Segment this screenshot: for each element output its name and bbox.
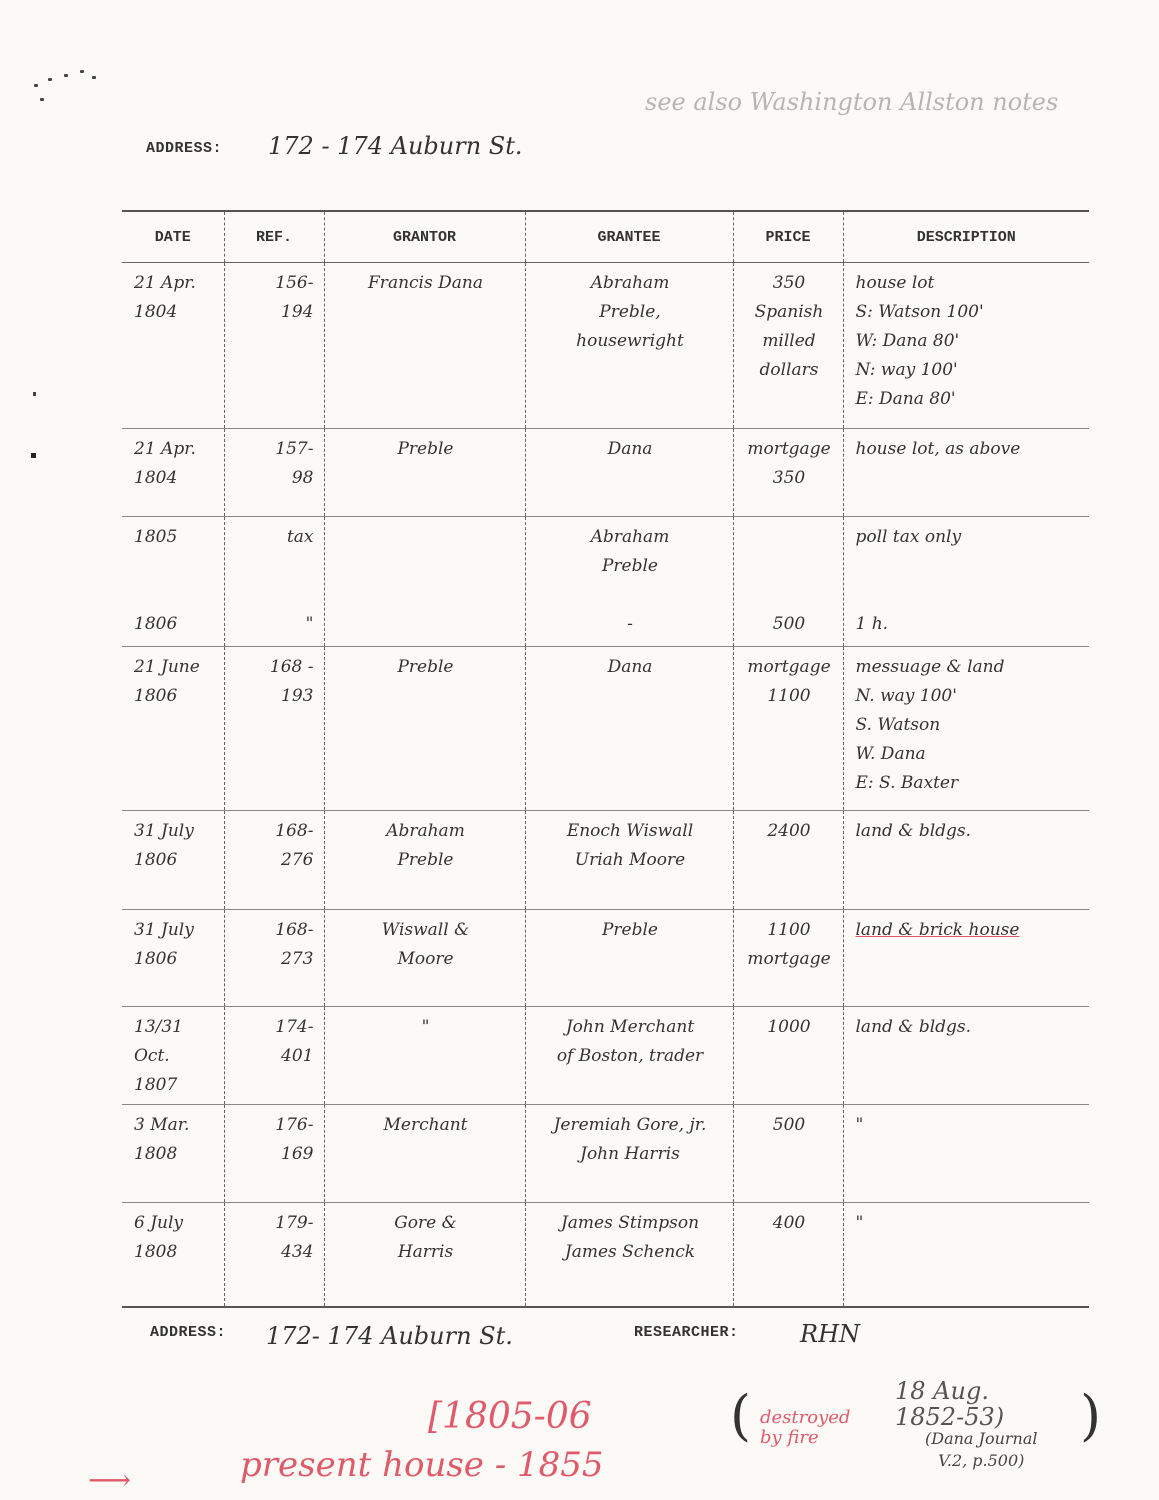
fire-date-annotation: 18 Aug. 1852-53) xyxy=(895,1377,1005,1431)
table-row xyxy=(122,1105,1089,1203)
description-cell: poll tax only 1 h. xyxy=(843,517,1089,647)
grantor-cell: Preble xyxy=(324,647,525,811)
grantor-cell: Merchant xyxy=(324,1105,525,1203)
ref-cell: 174- 401 xyxy=(224,1007,324,1105)
price-cell: 1000 xyxy=(733,1007,843,1105)
date-cell: 3 Mar. 1808 xyxy=(122,1105,224,1203)
date-cell: 31 July 1806 xyxy=(122,811,224,910)
address-label: ADDRESS: xyxy=(146,140,223,157)
column-header: PRICE xyxy=(733,211,843,263)
column-header: GRANTOR xyxy=(324,211,525,263)
column-header: GRANTEE xyxy=(525,211,733,263)
description-cell: house lot S: Watson 100' W: Dana 80' N: way 100' E: Dana 80' xyxy=(843,263,1089,429)
ref-cell: 168- 273 xyxy=(224,910,324,1007)
grantee-cell: Jeremiah Gore, jr. John Harris xyxy=(525,1105,733,1203)
researcher-value: RHN xyxy=(800,1320,860,1348)
pencil-note: see also Washington Allston notes xyxy=(645,88,1059,116)
present-house-annotation: present house - 1855 xyxy=(240,1445,604,1485)
description-cell: house lot, as above xyxy=(843,429,1089,517)
date-cell: 1805 1806 xyxy=(122,517,224,647)
grantee-cell: James Stimpson James Schenck xyxy=(525,1203,733,1307)
ref-cell: 168 - 193 xyxy=(224,647,324,811)
date-cell: 6 July 1808 xyxy=(122,1203,224,1307)
table-row xyxy=(122,263,1089,429)
description-cell: land & bldgs. xyxy=(843,811,1089,910)
table-row xyxy=(122,429,1089,517)
table-row xyxy=(122,910,1089,1007)
ref-cell: tax " xyxy=(224,517,324,647)
ref-cell: 156- 194 xyxy=(224,263,324,429)
price-cell: mortgage 1100 xyxy=(733,647,843,811)
column-header: DATE xyxy=(122,211,224,263)
table-row xyxy=(122,517,1089,647)
price-cell: 500 xyxy=(733,517,843,647)
deed-ledger-table xyxy=(122,210,1089,1308)
ref-cell: 168- 276 xyxy=(224,811,324,910)
grantee-cell: Abraham Preble - xyxy=(525,517,733,647)
address-value: 172 - 174 Auburn St. xyxy=(268,132,523,160)
date-cell: 21 Apr. 1804 xyxy=(122,263,224,429)
date-cell: 31 July 1806 xyxy=(122,910,224,1007)
bracket-open: ( xyxy=(730,1384,752,1447)
grantor-cell: " xyxy=(324,1007,525,1105)
grantee-cell: Enoch Wiswall Uriah Moore xyxy=(525,811,733,910)
ref-cell: 176- 169 xyxy=(224,1105,324,1203)
ref-cell: 157- 98 xyxy=(224,429,324,517)
stray-marks xyxy=(30,70,100,110)
description-cell: land & bldgs. xyxy=(843,1007,1089,1105)
grantee-cell: Dana xyxy=(525,429,733,517)
grantor-cell: Francis Dana xyxy=(324,263,525,429)
grantor-cell: Gore & Harris xyxy=(324,1203,525,1307)
description-cell: messuage & land N. way 100' S. Watson W. Dana E: S. Baxter xyxy=(843,647,1089,811)
source-annotation: (Dana Journal V.2, p.500) xyxy=(925,1429,1038,1470)
table-row xyxy=(122,1203,1089,1307)
column-header: DESCRIPTION xyxy=(843,211,1089,263)
grantee-cell: John Merchant of Boston, trader xyxy=(525,1007,733,1105)
destroyed-annotation: destroyed by fire xyxy=(760,1407,851,1448)
date-cell: 21 June 1806 xyxy=(122,647,224,811)
price-cell: 500 xyxy=(733,1105,843,1203)
header-row xyxy=(122,211,1089,263)
date-cell: 13/31 Oct. 1807 xyxy=(122,1007,224,1105)
bracket-close: ) xyxy=(1080,1384,1102,1447)
column-header: REF. xyxy=(224,211,324,263)
price-cell: 1100 mortgage xyxy=(733,910,843,1007)
date-range-annotation: [1805-06 xyxy=(428,1396,592,1437)
grantee-cell: Dana xyxy=(525,647,733,811)
ref-cell: 179- 434 xyxy=(224,1203,324,1307)
price-cell: mortgage 350 xyxy=(733,429,843,517)
grantor-cell: Preble xyxy=(324,429,525,517)
grantor-cell xyxy=(324,517,525,647)
footer-address-value: 172- 174 Auburn St. xyxy=(266,1322,513,1350)
price-cell: 400 xyxy=(733,1203,843,1307)
arrow-icon: ⟶ xyxy=(88,1463,132,1498)
margin-mark xyxy=(33,392,36,396)
description-cell: " xyxy=(843,1105,1089,1203)
table-row xyxy=(122,1007,1089,1105)
price-cell: 350 Spanish milled dollars xyxy=(733,263,843,429)
price-cell: 2400 xyxy=(733,811,843,910)
date-cell: 21 Apr. 1804 xyxy=(122,429,224,517)
margin-mark xyxy=(31,453,36,458)
description-cell: " xyxy=(855,1213,864,1233)
grantee-cell: Preble xyxy=(525,910,733,1007)
table-row xyxy=(122,811,1089,910)
footer-address-label: ADDRESS: xyxy=(150,1324,227,1341)
description-cell: land & brick house xyxy=(843,910,1089,1007)
grantor-cell: Abraham Preble xyxy=(324,811,525,910)
researcher-label: RESEARCHER: xyxy=(634,1324,739,1341)
grantee-cell: Abraham Preble, housewright xyxy=(525,263,733,429)
grantor-cell: Wiswall & Moore xyxy=(324,910,525,1007)
table-row xyxy=(122,647,1089,811)
